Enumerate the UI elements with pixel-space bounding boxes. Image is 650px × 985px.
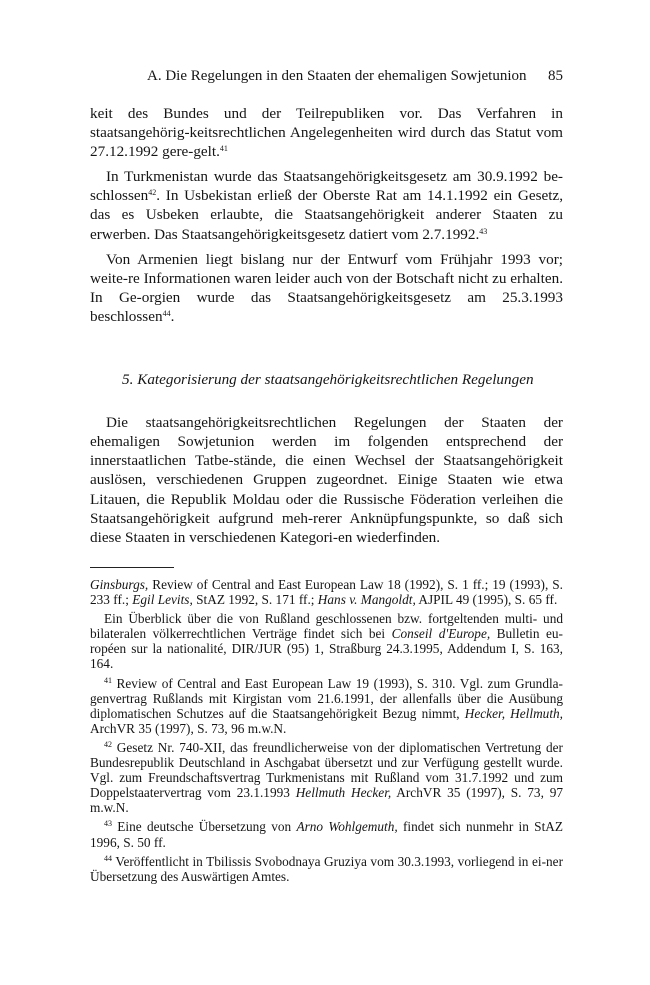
footnote-author: Arno Wohlgemuth, bbox=[296, 819, 398, 835]
footnote-ref-41: 41 bbox=[219, 144, 228, 154]
page-number: 85 bbox=[548, 68, 563, 84]
footnote-author: Egil Levits, bbox=[132, 592, 193, 608]
footnote-text: StAZ 1992, S. 171 ff.; bbox=[192, 592, 318, 608]
footnote-author: Hans v. Mangoldt, bbox=[317, 592, 416, 608]
footnote-text: Gesetz Nr. 740-XII, das freundlicherweise von der diplomatischen Vertretung der Bundesrepublik Deutschland in Aschgabat übersetzt und zur Verfügung gestellt wurde. Vgl. zum Freundschaftsvertrag Turkmenistans mit Rußland vom 31.7.1992 und zum Doppelstaatervertrag vom 23.1.1993 bbox=[90, 739, 563, 801]
footnote-continuation-1 bbox=[90, 577, 563, 607]
section-heading: 5. Kategorisierung der staatsangehörigkeitsrechtlichen Regelungen bbox=[122, 371, 534, 389]
main-text bbox=[90, 104, 563, 547]
footnote-text: Review of Central and East European Law 18 (1992), S. 1 ff.; 19 (1993), S. 233 ff.; bbox=[90, 577, 563, 608]
footnote-number: 44 bbox=[104, 853, 112, 863]
footnote-author: Ginsburgs, bbox=[90, 577, 149, 592]
paragraph-1-text: keit des Bundes und der Teilrepubliken vor. Das Verfahren in staatsangehörig-keitsrechtlichen Angelegenheiten wird durch das Statut vom 27.12.1992 gere-gelt. bbox=[90, 105, 563, 161]
footnotes bbox=[90, 577, 563, 888]
footnote-number: 43 bbox=[104, 819, 112, 829]
footnote-ref-43: 43 bbox=[479, 226, 488, 236]
footnote-text: findet sich nunmehr in StAZ 1996, S. 50 ff. bbox=[90, 819, 563, 850]
footnote-text: ArchVR 35 (1997), S. 73, 96 m.w.N. bbox=[90, 720, 287, 736]
footnote-ref-44: 44 bbox=[162, 308, 171, 318]
footnote-text: Review of Central and East European Law 19 (1993), S. 310. Vgl. zum Grundla-genvertrag Rußlands mit Kirgistan vom 21.6.1991, der allenfalls über die Ausübung diplomatischen Schutzes auf die Staatsangehörigkeit Bezug nimmt, bbox=[90, 675, 563, 721]
paragraph-3-text-a: Von Armenien liegt bislang nur der Entwurf vom Frühjahr 1993 vor; weite-re Informationen waren leider auch von der Botschaft nicht zu erhalten. In Ge-orgien wurde das Staatsangehörigkeitsgesetz am 25.3.1993 beschlossen bbox=[90, 250, 563, 325]
paragraph-3 bbox=[90, 250, 563, 326]
footnote-number: 41 bbox=[104, 675, 112, 685]
paragraph-4: Die staatsangehörigkeitsrechtlichen Regelungen der Staaten der ehemaligen Sowjetunion werden im folgenden entsprechend der innerstaatlichen Tatbe-stände, die einen Wechsel der Staatsangehörigkeit auslösen, verschiedenen Gruppen zugeordnet. Einige Staaten wie etwa Litauen, die Republik Moldau oder die Russische Föderation verleihen die Staatsangehörigkeit aufgrund meh-rerer Anknüpfungspunkte, so daß sich diese Staaten in verschiedenen Kategori-en wiederfinden. bbox=[90, 414, 563, 546]
footnote-text: Veröffentlicht in Tbilissis Svobodnaya Gruziya vom 30.3.1993, vorliegend in ei-ner Übersetzung des Auswärtigen Amtes. bbox=[90, 853, 563, 884]
footnote-42 bbox=[90, 740, 563, 815]
footnote-44 bbox=[90, 854, 563, 884]
paragraph-2-text-b: . In Usbekistan erließ der Oberste Rat am 14.1.1992 ein Gesetz, das es Usbeken erlaubte, die Staatsangehörigkeit anderer Staaten zu erwerben. Das Staatsangehörigkeitsgesetz datiert vom 2.7.1992. bbox=[90, 187, 563, 243]
footnote-italic: Conseil d'Europe, bbox=[391, 626, 491, 642]
footnote-41 bbox=[90, 676, 563, 736]
paragraph-2-text-a: In Turkmenistan wurde das Staatsangehörigkeitsgesetz am 30.9.1992 be-schlossen bbox=[90, 168, 563, 205]
paragraph-2 bbox=[90, 167, 563, 243]
paragraph-1 bbox=[90, 104, 563, 161]
footnote-number: 42 bbox=[104, 739, 112, 749]
footnote-author: Hecker, Hellmuth, bbox=[464, 705, 563, 721]
footnote-43 bbox=[90, 819, 563, 849]
footnote-text: ArchVR 35 (1997), S. 73, 97 m.w.N. bbox=[90, 785, 563, 816]
paragraph-3-text-b: . bbox=[170, 307, 175, 325]
footnote-author: Hellmuth Hecker, bbox=[295, 785, 392, 801]
running-header bbox=[90, 68, 563, 88]
footnote-text: AJPIL 49 (1995), S. 65 ff. bbox=[415, 592, 558, 608]
running-title: A. Die Regelungen in den Staaten der ehemaligen Sowjetunion bbox=[147, 68, 527, 84]
footnote-ref-42: 42 bbox=[148, 188, 157, 198]
footnote-separator bbox=[90, 567, 174, 568]
footnote-text: Bulletin eu-ropéen sur la nationalité, DIR/JUR (95) 1, Straßburg 24.3.1995, Addendum I, S. 163, 164. bbox=[90, 626, 563, 672]
footnote-text: Eine deutsche Übersetzung von bbox=[112, 819, 297, 835]
footnote-continuation-2 bbox=[90, 611, 563, 671]
footnote-text: Ein Überblick über die von Rußland geschlossenen bzw. fortgeltenden multi- und bilateralen völkerrechtlichen Verträge findet sich bei bbox=[90, 611, 563, 642]
